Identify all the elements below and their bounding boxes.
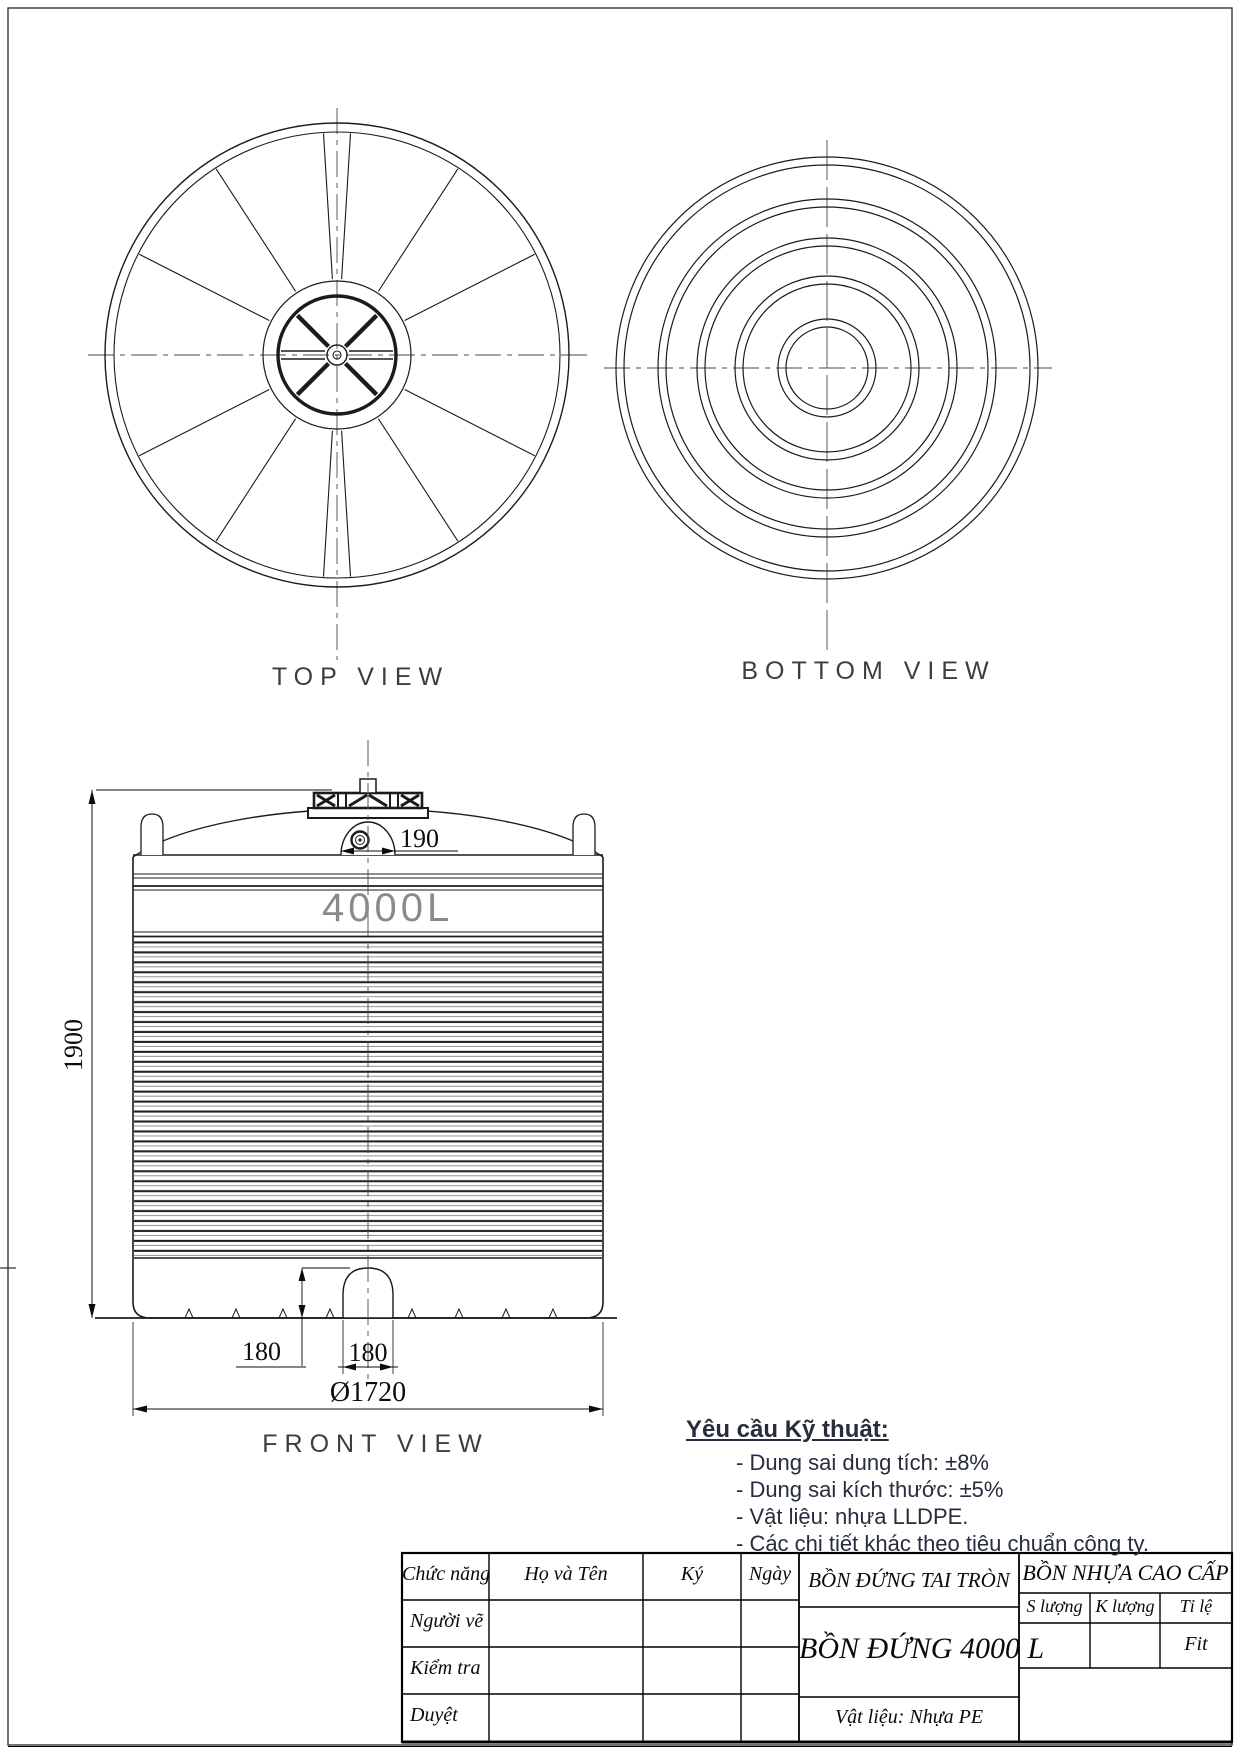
dim-lid-190: 190	[400, 824, 439, 853]
title-block-header-date: Ngày	[748, 1563, 792, 1585]
bottom-view-label: BOTTOM VIEW	[741, 657, 996, 685]
tech-req-item: - Các chi tiết khác theo tiêu chuẩn công ty.	[736, 1531, 1149, 1556]
top-view-label: TOP VIEW	[271, 663, 450, 691]
capacity-marking: 4000L	[322, 886, 454, 930]
title-block-scale-value: Fit	[1184, 1633, 1208, 1655]
title-block-role-drawer: Người vẽ	[410, 1610, 484, 1632]
title-block-header-sign: Ký	[680, 1563, 704, 1585]
tech-req-item: - Dung sai dung tích: ±8%	[736, 1450, 989, 1475]
dim-height-1900: 1900	[59, 1019, 88, 1071]
dim-recess-width-180: 180	[348, 1338, 388, 1367]
title-block-header-role: Chức năng	[402, 1563, 491, 1585]
dim-recess-height-180: 180	[242, 1337, 281, 1366]
title-block-qty-header: S lượng	[1026, 1596, 1083, 1616]
front-view-label: FRONT VIEW	[262, 1430, 489, 1458]
title-block-product-type: BỒN ĐỨNG TAI TRÒN	[808, 1568, 1010, 1592]
title-block-company-line: BỒN NHỰA CAO CẤP	[1022, 1560, 1229, 1585]
title-block-weight-header: K lượng	[1095, 1596, 1155, 1616]
technical-requirements	[686, 1416, 1240, 1557]
right-ear	[573, 814, 595, 855]
bottom-view-drawing	[604, 140, 1052, 654]
front-view-drawing	[95, 740, 617, 1384]
title-block-product-name: BỒN ĐỨNG 4000 L	[799, 1632, 1045, 1665]
title-block-role-checker: Kiểm tra	[410, 1657, 481, 1679]
title-block-header-name: Họ và Tên	[524, 1563, 608, 1585]
left-ear	[141, 814, 163, 855]
title-block-role-approver: Duyệt	[410, 1704, 458, 1726]
title-block-scale-header: Tỉ lệ	[1179, 1596, 1213, 1616]
tech-req-item: - Vật liệu: nhựa LLDPE.	[736, 1504, 969, 1529]
top-view-drawing	[88, 108, 588, 660]
technical-requirements-title: Yêu cầu Kỹ thuật:	[686, 1416, 889, 1443]
dim-diameter-1720: Ø1720	[329, 1377, 407, 1408]
title-block-material: Vật liệu: Nhựa PE	[834, 1706, 984, 1728]
tech-req-item: - Dung sai kích thước: ±5%	[736, 1477, 1004, 1502]
